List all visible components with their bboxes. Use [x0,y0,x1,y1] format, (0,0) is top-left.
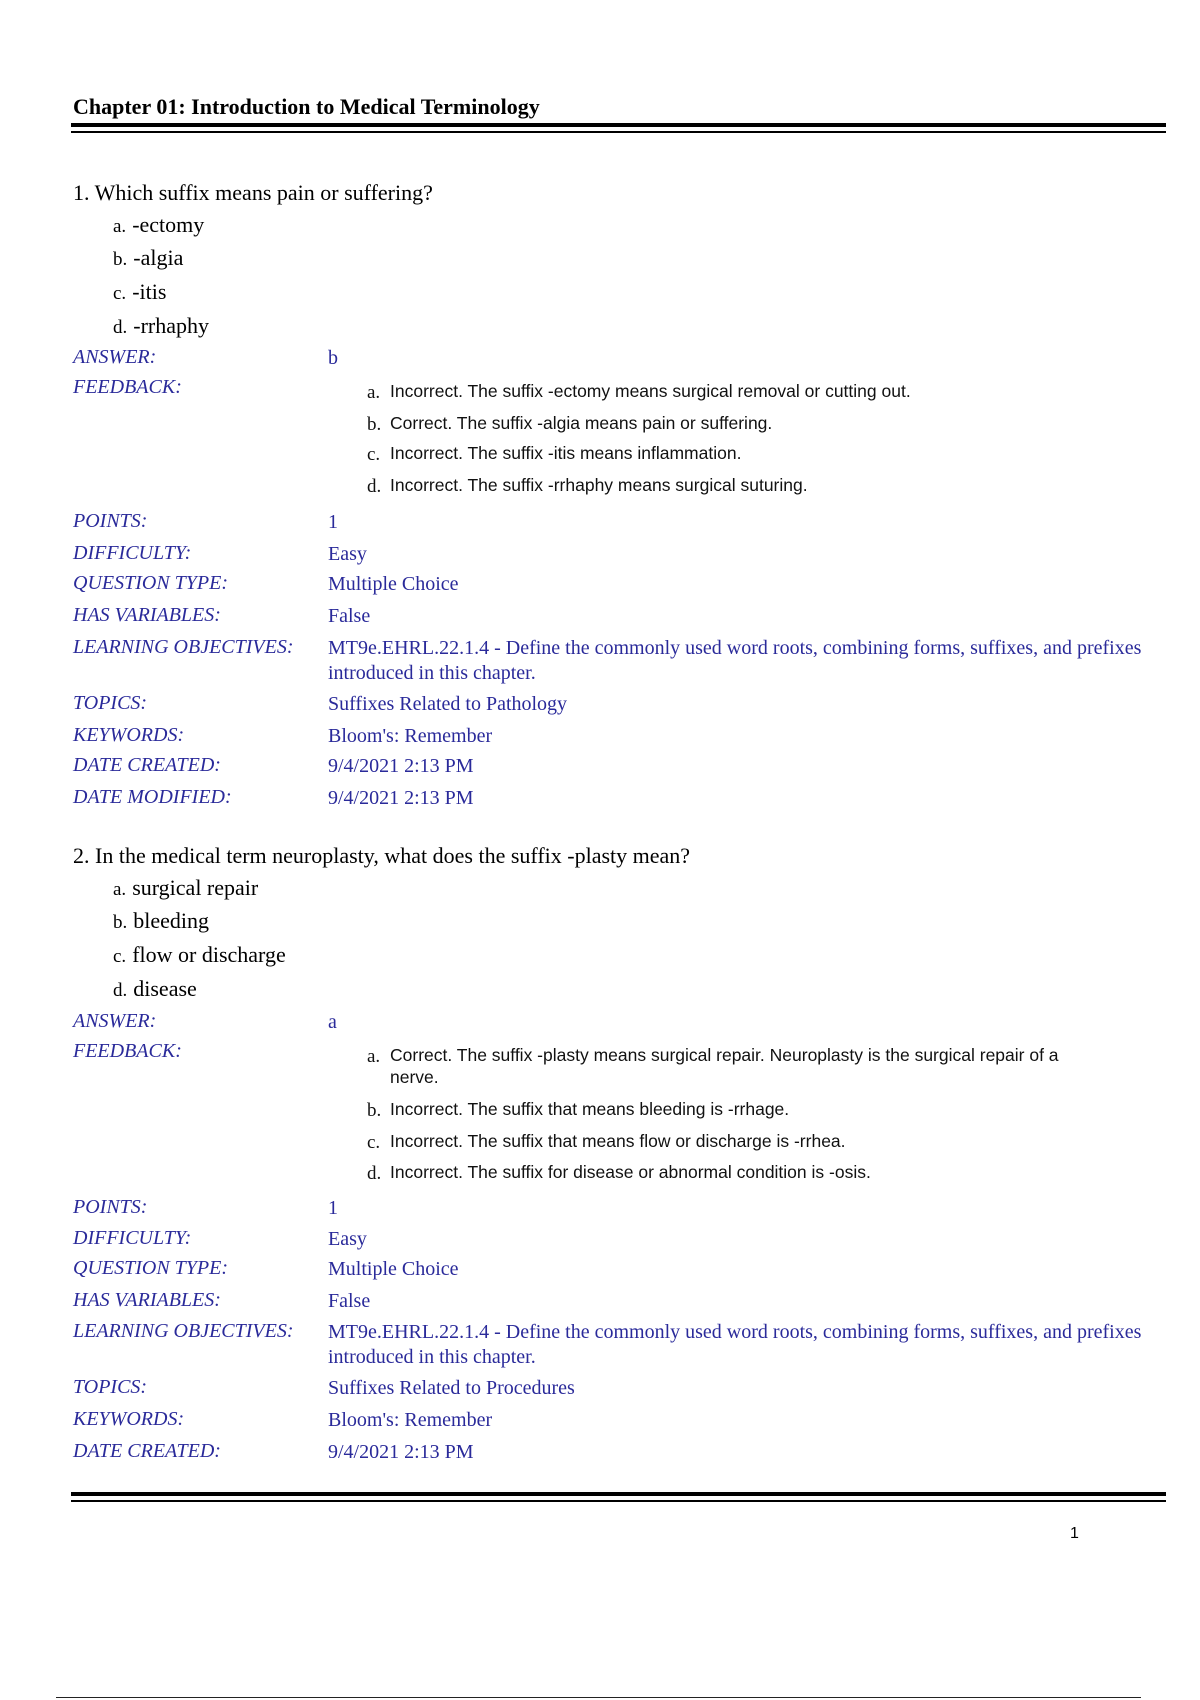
question-type-label: QUESTION TYPE: [73,1257,229,1279]
option-b: b. -algia [113,245,184,270]
answer-value: b [328,347,338,369]
date-created-label: DATE CREATED: [73,754,221,776]
feedback-item-c: c. Incorrect. The suffix -itis means inflammation. [367,443,742,465]
topics-label: TOPICS: [73,1376,148,1398]
topics-label: TOPICS: [73,692,148,714]
option-d: d. -rrhaphy [113,313,209,338]
keywords-value: Bloom's: Remember [328,725,493,747]
date-created-value: 9/4/2021 2:13 PM [328,1441,474,1463]
question-type-value: Multiple Choice [328,573,459,595]
header-rule-thin [71,131,1166,133]
answer-label: ANSWER: [73,1010,157,1032]
has-variables-value: False [328,605,371,627]
difficulty-label: DIFFICULTY: [73,1227,192,1249]
option-a: a. surgical repair [113,875,259,900]
footer-rule-thin [71,1500,1166,1502]
question-type-value: Multiple Choice [328,1258,459,1280]
feedback-item-a: a. Incorrect. The suffix -ectomy means surgical removal or cutting out. [367,381,911,403]
feedback-item-d: d. Incorrect. The suffix -rrhaphy means surgical suturing. [367,475,808,497]
feedback-item-b: b. Incorrect. The suffix that means bleeding is -rrhage. [367,1099,790,1121]
has-variables-label: HAS VARIABLES: [73,1289,221,1311]
has-variables-value: False [328,1290,371,1312]
feedback-item-a: a. Correct. The suffix -plasty means surgical repair. Neuroplasty is the surgical repair of a nerve. [367,1045,1059,1087]
option-b: b. bleeding [113,908,210,933]
difficulty-label: DIFFICULTY: [73,542,192,564]
date-created-label: DATE CREATED: [73,1440,221,1462]
question-type-label: QUESTION TYPE: [73,572,229,594]
points-value: 1 [328,1197,338,1219]
chapter-title: Chapter 01: Introduction to Medical Terminology [73,94,540,119]
page-edge-line [56,1697,1141,1698]
header-rule-thick [71,123,1166,127]
has-variables-label: HAS VARIABLES: [73,604,221,626]
difficulty-value: Easy [328,543,367,565]
keywords-label: KEYWORDS: [73,724,185,746]
learning-objectives-value: MT9e.EHRL.22.1.4 - Define the commonly used word roots, combining forms, suffixes, and prefixes introduced in this chapter. [328,637,1142,684]
keywords-label: KEYWORDS: [73,1408,185,1430]
feedback-label: FEEDBACK: [73,376,182,398]
option-c: c. -itis [113,279,167,304]
points-value: 1 [328,511,338,533]
points-label: POINTS: [73,510,148,532]
date-modified-label: DATE MODIFIED: [73,786,232,808]
date-modified-value: 9/4/2021 2:13 PM [328,787,474,809]
points-label: POINTS: [73,1196,148,1218]
feedback-label: FEEDBACK: [73,1040,182,1062]
feedback-item-b: b. Correct. The suffix -algia means pain or suffering. [367,413,773,435]
learning-objectives-label: LEARNING OBJECTIVES: [73,1320,294,1342]
topics-value: Suffixes Related to Pathology [328,693,568,715]
answer-value: a [328,1011,337,1033]
difficulty-value: Easy [328,1228,367,1250]
footer-rule-thick [71,1492,1166,1496]
keywords-value: Bloom's: Remember [328,1409,493,1431]
feedback-item-c: c. Incorrect. The suffix that means flow or discharge is -rrhea. [367,1131,846,1153]
learning-objectives-value: MT9e.EHRL.22.1.4 - Define the commonly used word roots, combining forms, suffixes, and prefixes introduced in this chapter. [328,1321,1142,1368]
learning-objectives-label: LEARNING OBJECTIVES: [73,636,294,658]
option-c: c. flow or discharge [113,942,286,967]
page-number: 1 [1070,1525,1079,1542]
question-stem: 2. In the medical term neuroplasty, what does the suffix -plasty mean? [73,843,691,868]
option-d: d. disease [113,976,197,1001]
question-stem: 1. Which suffix means pain or suffering? [73,180,433,205]
answer-label: ANSWER: [73,346,157,368]
date-created-value: 9/4/2021 2:13 PM [328,755,474,777]
topics-value: Suffixes Related to Procedures [328,1377,575,1399]
feedback-item-d: d. Incorrect. The suffix for disease or abnormal condition is -osis. [367,1162,871,1184]
option-a: a. -ectomy [113,212,205,237]
